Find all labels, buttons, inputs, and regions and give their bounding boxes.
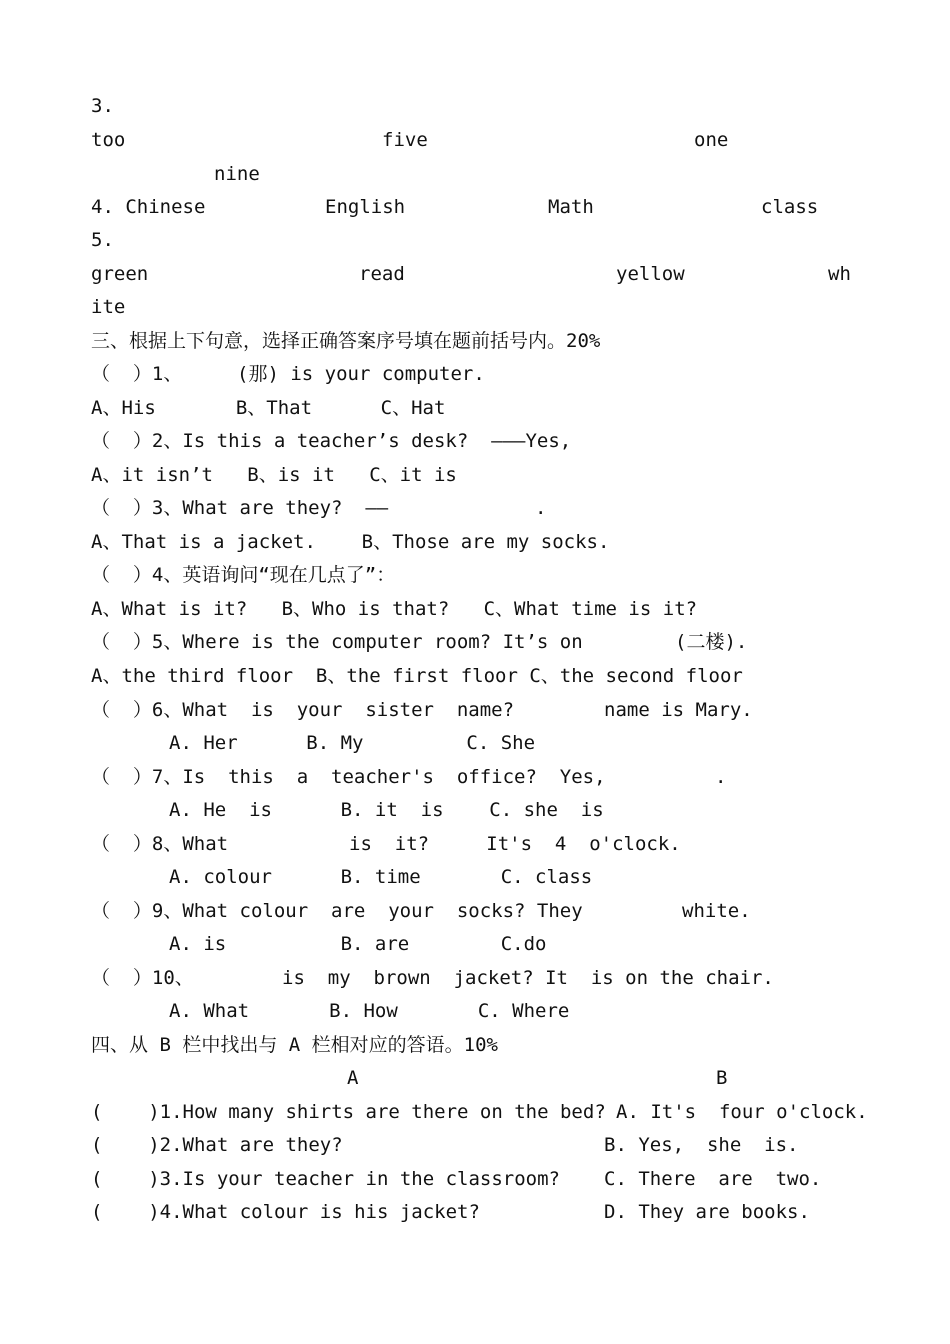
section-3-title: 三、根据上下句意，选择正确答案序号填在题前括号内。20% xyxy=(91,330,601,352)
section-4-title: 四、从 B 栏中找出与 A 栏相对应的答语。10% xyxy=(91,1034,498,1056)
q5-stem-end: (二楼). xyxy=(675,631,748,653)
group-5-word-4-part-2: ite xyxy=(91,296,126,318)
q1-options: A、His B、That C、Hat xyxy=(91,397,446,419)
match-row-4-question: ( )4.What colour is his jacket? xyxy=(91,1201,480,1223)
q4-options: A、What is it? B、Who is that? C、What time is it? xyxy=(91,598,698,620)
q9-stem-start: （ ）9、What colour are your socks? They xyxy=(91,900,583,922)
group-4-word-4: class xyxy=(761,196,819,218)
q4-stem: （ ）4、英语询问“现在几点了”： xyxy=(91,564,396,586)
q6-stem-end: name is Mary. xyxy=(604,699,753,721)
group-5-word-1: green xyxy=(91,263,149,285)
group-3-word-4: nine xyxy=(214,163,260,185)
match-row-3-answer: C. There are two. xyxy=(604,1168,822,1190)
group-5-number: 5. xyxy=(91,229,114,251)
match-row-4-answer: D. They are books. xyxy=(604,1201,810,1223)
q2-options: A、it isn’t B、is it C、it is xyxy=(91,464,457,486)
q7-stem-start: （ ）7、Is this a teacher's office? Yes, xyxy=(91,766,606,788)
group-4-word-3: Math xyxy=(548,196,594,218)
q3-stem-start: （ ）3、What are they? —— xyxy=(91,497,389,519)
q8-stem-start: （ ）8、What xyxy=(91,833,229,855)
column-a-header: A xyxy=(347,1067,359,1089)
group-3-word-2: five xyxy=(382,129,428,151)
q6-stem-start: （ ）6、What is your sister name? xyxy=(91,699,515,721)
q10-stem-start: （ ）10、 xyxy=(91,967,194,989)
q9-options: A. is B. are C.do xyxy=(169,933,547,955)
q3-stem-end: . xyxy=(535,497,547,519)
match-row-2-answer: B. Yes, she is. xyxy=(604,1134,799,1156)
group-5-word-3: yellow xyxy=(616,263,685,285)
q6-options: A. Her B. My C. She xyxy=(169,732,536,754)
q10-options: A. What B. How C. Where xyxy=(169,1000,570,1022)
column-b-header: B xyxy=(716,1067,728,1089)
q7-stem-end: . xyxy=(715,766,727,788)
group-5-word-2: read xyxy=(359,263,405,285)
q5-stem-start: （ ）5、Where is the computer room? It’s on xyxy=(91,631,583,653)
match-row-1-answer: A. It's four o'clock. xyxy=(616,1101,868,1123)
group-4-word-1: 4. Chinese xyxy=(91,196,206,218)
q10-stem-end: is my brown jacket? It is on the chair. xyxy=(282,967,774,989)
group-4-word-2: English xyxy=(325,196,406,218)
q9-stem-end: white. xyxy=(682,900,751,922)
match-row-2-question: ( )2.What are they? xyxy=(91,1134,343,1156)
group-5-word-4-part-1: wh xyxy=(828,263,851,285)
match-row-3-question: ( )3.Is your teacher in the classroom? xyxy=(91,1168,560,1190)
group-3-word-3: one xyxy=(694,129,729,151)
match-row-1-question: ( )1.How many shirts are there on the bed? xyxy=(91,1101,606,1123)
q8-stem-end: is it? It's 4 o'clock. xyxy=(349,833,681,855)
group-3-number: 3. xyxy=(91,95,114,117)
q1-stem-start: （ ）1、 xyxy=(91,363,183,385)
q2-stem: （ ）2、Is this a teacher’s desk? ———Yes, xyxy=(91,430,572,452)
q7-options: A. He is B. it is C. she is xyxy=(169,799,604,821)
q5-options: A、the third floor B、the first floor C、the second floor xyxy=(91,665,743,687)
q8-options: A. colour B. time C. class xyxy=(169,866,593,888)
q1-stem-end: (那) is your computer. xyxy=(237,363,485,385)
group-3-word-1: too xyxy=(91,129,126,151)
q3-options: A、That is a jacket. B、Those are my socks. xyxy=(91,531,610,553)
